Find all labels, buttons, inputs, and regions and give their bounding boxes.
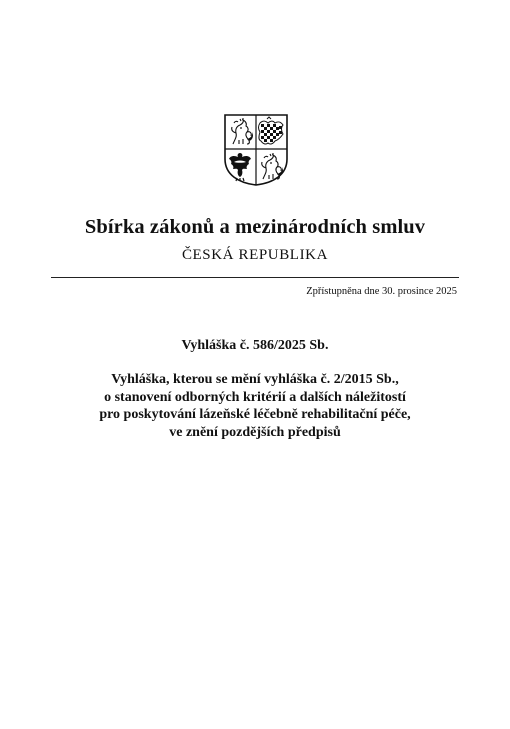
country-name: ČESKÁ REPUBLIKA bbox=[181, 247, 329, 263]
decree-title-line: ve znění pozdějších předpisů bbox=[169, 424, 341, 440]
decree-number: Vyhláška č. 586/2025 Sb. bbox=[181, 338, 329, 353]
decree-title-line: o stanovení odborných kritérií a dalších náležitostí bbox=[104, 389, 406, 405]
collection-title: Sbírka zákonů a mezinárodních smluv bbox=[84, 216, 426, 238]
decree-title-line: Vyhláška, kterou se mění vyhláška č. 2/2015 Sb., bbox=[111, 372, 399, 387]
decree-title-line: pro poskytování lázeňské léčebně rehabilitační péče, bbox=[99, 407, 411, 422]
publication-date: Zpřístupněna dne 30. prosince 2025 bbox=[306, 286, 457, 297]
czech-coat-of-arms-icon bbox=[223, 113, 289, 187]
decree-title bbox=[0, 371, 510, 441]
header-divider bbox=[51, 277, 459, 278]
